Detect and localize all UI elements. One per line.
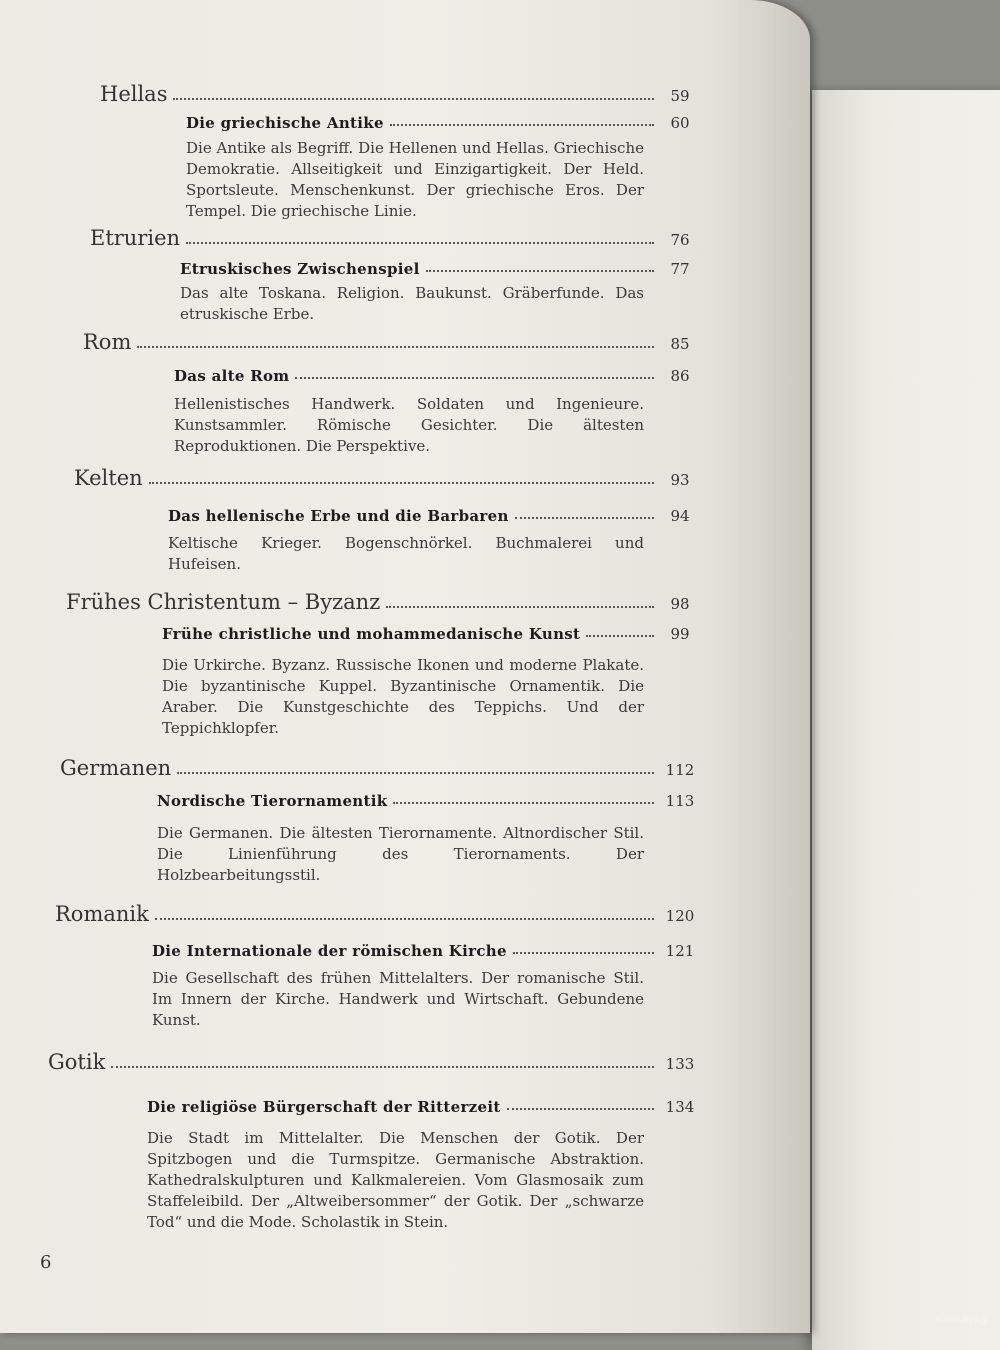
toc-subentry[interactable]: [152, 942, 700, 960]
subsection-title: Frühe christliche und mohammedanische Kunst: [162, 625, 581, 643]
section-title: Hellas: [100, 82, 168, 106]
dot-leader: [515, 516, 654, 519]
dot-leader: [177, 771, 654, 774]
section-title: Frühes Christentum – Byzanz: [66, 590, 381, 614]
dot-leader: [507, 1107, 654, 1110]
section-description: Hellenistisches Handwerk. Soldaten und Ingenieure. Kunstsammler. Römische Gesichter. Die ältesten Reproduktionen. Die Perspektive.: [174, 395, 644, 455]
toc-subentry[interactable]: [174, 367, 700, 385]
subsection-page: 121: [665, 942, 695, 960]
toc-entry-kelten[interactable]: [74, 466, 700, 490]
toc-entry-etrurien[interactable]: [90, 226, 700, 250]
subsection-page: 134: [665, 1098, 695, 1116]
toc-subentry[interactable]: [147, 1098, 700, 1116]
dot-leader: [513, 951, 654, 954]
section-page: 120: [665, 907, 695, 925]
subsection-title: Die Internationale der römischen Kirche: [152, 942, 507, 960]
subsection-title: Das hellenische Erbe und die Barbaren: [168, 507, 509, 525]
subsection-page: 77: [670, 260, 690, 278]
subsection-title: Nordische Tierornamentik: [157, 792, 388, 810]
section-page: 98: [670, 595, 690, 613]
section-page: 93: [670, 471, 690, 489]
subsection-title: Die religiöse Bürgerschaft der Ritterzeit: [147, 1098, 501, 1116]
section-page: 85: [670, 335, 690, 353]
dot-leader: [155, 917, 654, 920]
subsection-page: 94: [670, 507, 690, 525]
toc-subentry[interactable]: [162, 625, 700, 643]
dot-leader: [186, 241, 654, 244]
dot-leader: [111, 1065, 654, 1068]
subsection-page: 113: [665, 792, 695, 810]
section-description: Das alte Toskana. Religion. Baukunst. Gräberfunde. Das etruskische Erbe.: [180, 284, 644, 323]
subsection-title: Das alte Rom: [174, 367, 290, 385]
dot-leader: [393, 801, 654, 804]
section-title: Germanen: [60, 756, 172, 780]
subsection-page: 86: [670, 367, 690, 385]
dot-leader: [390, 123, 654, 126]
toc-entry-rom[interactable]: [83, 330, 700, 354]
section-description: Die Antike als Begriff. Die Hellenen und Hellas. Griechische Demokratie. Allseitigkeit und Einzigartigkeit. Der Held. Sportsleute. Menschenkunst. Der griechische Eros. Der Tempel. Die griechische Linie.: [186, 139, 644, 220]
dot-leader: [137, 345, 654, 348]
section-title: Romanik: [55, 902, 149, 926]
section-page: 133: [665, 1055, 695, 1073]
subsection-page: 60: [670, 114, 690, 132]
toc-entry-romanik[interactable]: [55, 902, 700, 926]
section-title: Rom: [83, 330, 132, 354]
toc-entry-hellas[interactable]: [100, 82, 700, 106]
section-description: Die Stadt im Mittelalter. Die Menschen der Gotik. Der Spitzbogen und die Turmspitze. Germanische Abstraktion. Kathedralskulpturen und Kalkmalereien. Vom Glasmosaik zum Staffeleibild. Der „Altweibersommer“ der Gotik. Der „schwarze Tod“ und die Mode. Scholastik in Stein.: [147, 1129, 644, 1231]
section-description: Keltische Krieger. Bogenschnörkel. Buchmalerei und Hufeisen.: [168, 534, 644, 573]
dot-leader: [173, 97, 654, 100]
subsection-title: Die griechische Antike: [186, 114, 384, 132]
toc-subentry[interactable]: [180, 260, 700, 278]
section-title: Etrurien: [90, 226, 181, 250]
next-book-page: [812, 90, 1000, 1350]
dot-leader: [295, 376, 654, 379]
toc-entry-fruehes-christentum[interactable]: [66, 590, 700, 614]
page-number: 6: [40, 1252, 52, 1273]
dot-leader: [426, 269, 654, 272]
section-description: Die Gesellschaft des frühen Mittelalters. Der romanische Stil. Im Innern der Kirche. Handwerk und Wirtschaft. Gebundene Kunst.: [152, 969, 644, 1029]
watermark: www.ay.by: [935, 1314, 988, 1325]
dot-leader: [386, 605, 654, 608]
section-page: 76: [670, 231, 690, 249]
toc-entry-gotik[interactable]: [48, 1050, 700, 1074]
section-page: 112: [665, 761, 695, 779]
dot-leader: [586, 634, 654, 637]
section-title: Gotik: [48, 1050, 106, 1074]
dot-leader: [149, 481, 654, 484]
section-page: 59: [670, 87, 690, 105]
subsection-title: Etruskisches Zwischenspiel: [180, 260, 420, 278]
section-description: Die Urkirche. Byzanz. Russische Ikonen und moderne Plakate. Die byzantinische Kuppel. Byzantinische Ornamentik. Die Araber. Die Kunstgeschichte des Teppichs. Und der Teppichklopfer.: [162, 656, 644, 737]
toc-subentry[interactable]: [168, 507, 700, 525]
toc-entry-germanen[interactable]: [60, 756, 700, 780]
section-description: Die Germanen. Die ältesten Tierornamente. Altnordischer Stil. Die Linienführung des Tierornaments. Der Holzbearbeitungsstil.: [157, 824, 644, 884]
subsection-page: 99: [670, 625, 690, 643]
toc-subentry[interactable]: [157, 792, 700, 810]
section-title: Kelten: [74, 466, 143, 490]
toc-subentry[interactable]: [186, 114, 700, 132]
